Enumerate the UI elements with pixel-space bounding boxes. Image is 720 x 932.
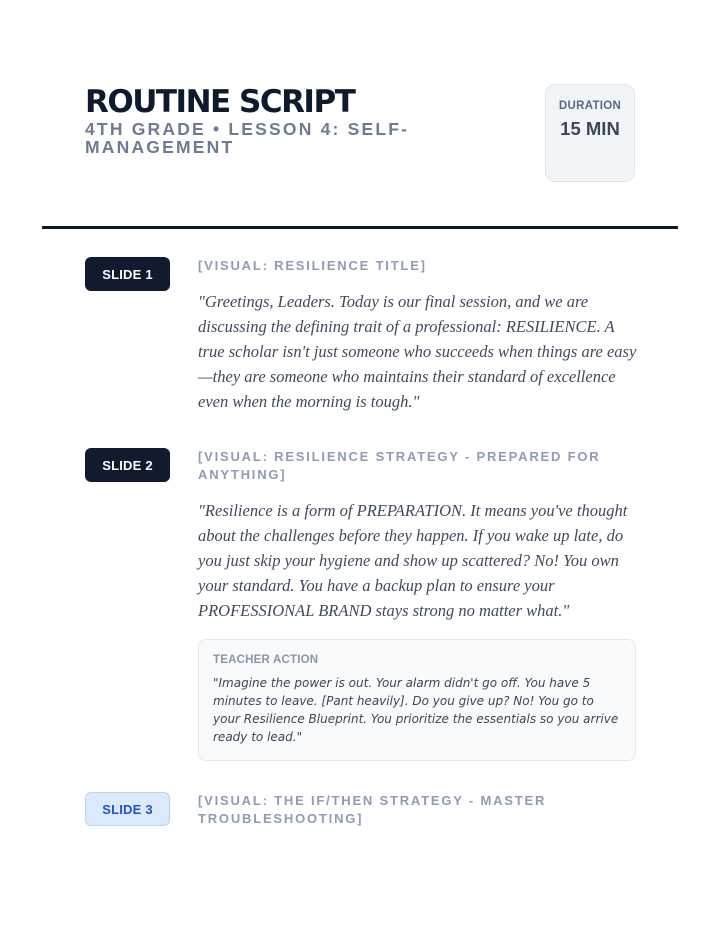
teacher-action-box: [198, 639, 636, 761]
page-title: ROUTINE SCRIPT: [85, 84, 355, 120]
teacher-action-text: "Imagine the power is out. Your alarm didn't go off. You have 5 minutes to leave. [Pant heavily]. Do you give up? No! You go to your Resilience Blueprint. You prioritize the essentials so you arrive ready to lead.": [213, 676, 619, 744]
header-divider: [42, 226, 678, 229]
visual-cue: [VISUAL: THE IF/THEN STRATEGY - MASTER TROUBLESHOOTING]: [198, 793, 547, 826]
script-text: "Greetings, Leaders. Today is our final session, and we are discussing the defining trait of a professional: RESILIENCE. A true scholar isn't just someone who succeeds when things are easy—they are someone who maintains their standard of excellence even when the morning is tough.": [198, 292, 637, 411]
header: [85, 84, 637, 188]
duration-label: DURATION: [558, 100, 622, 112]
slide-badge: SLIDE 2: [85, 448, 170, 482]
slide-content: [198, 257, 638, 414]
teacher-action-label: TEACHER ACTION: [213, 654, 319, 666]
visual-cue: [VISUAL: RESILIENCE TITLE]: [198, 258, 427, 273]
duration-card: [545, 84, 635, 182]
slide-badge: SLIDE 1: [85, 257, 170, 291]
slide-badge: SLIDE 3: [85, 792, 170, 826]
slide-content: [198, 448, 638, 761]
script-text: "Resilience is a form of PREPARATION. It means you've thought about the challenges before they happen. If you wake up late, do you just skip your hygiene and show up scattered? No! You own your standard. You have a backup plan to ensure your PROFESSIONAL BRAND stays strong no matter what.": [198, 501, 628, 620]
visual-cue: [VISUAL: RESILIENCE STRATEGY - PREPARED FOR ANYTHING]: [198, 449, 601, 482]
page-subtitle: 4TH GRADE • LESSON 4: SELF-MANAGEMENT: [85, 119, 410, 157]
duration-value: 15 MIN: [560, 118, 620, 139]
slide-content: [198, 792, 638, 828]
